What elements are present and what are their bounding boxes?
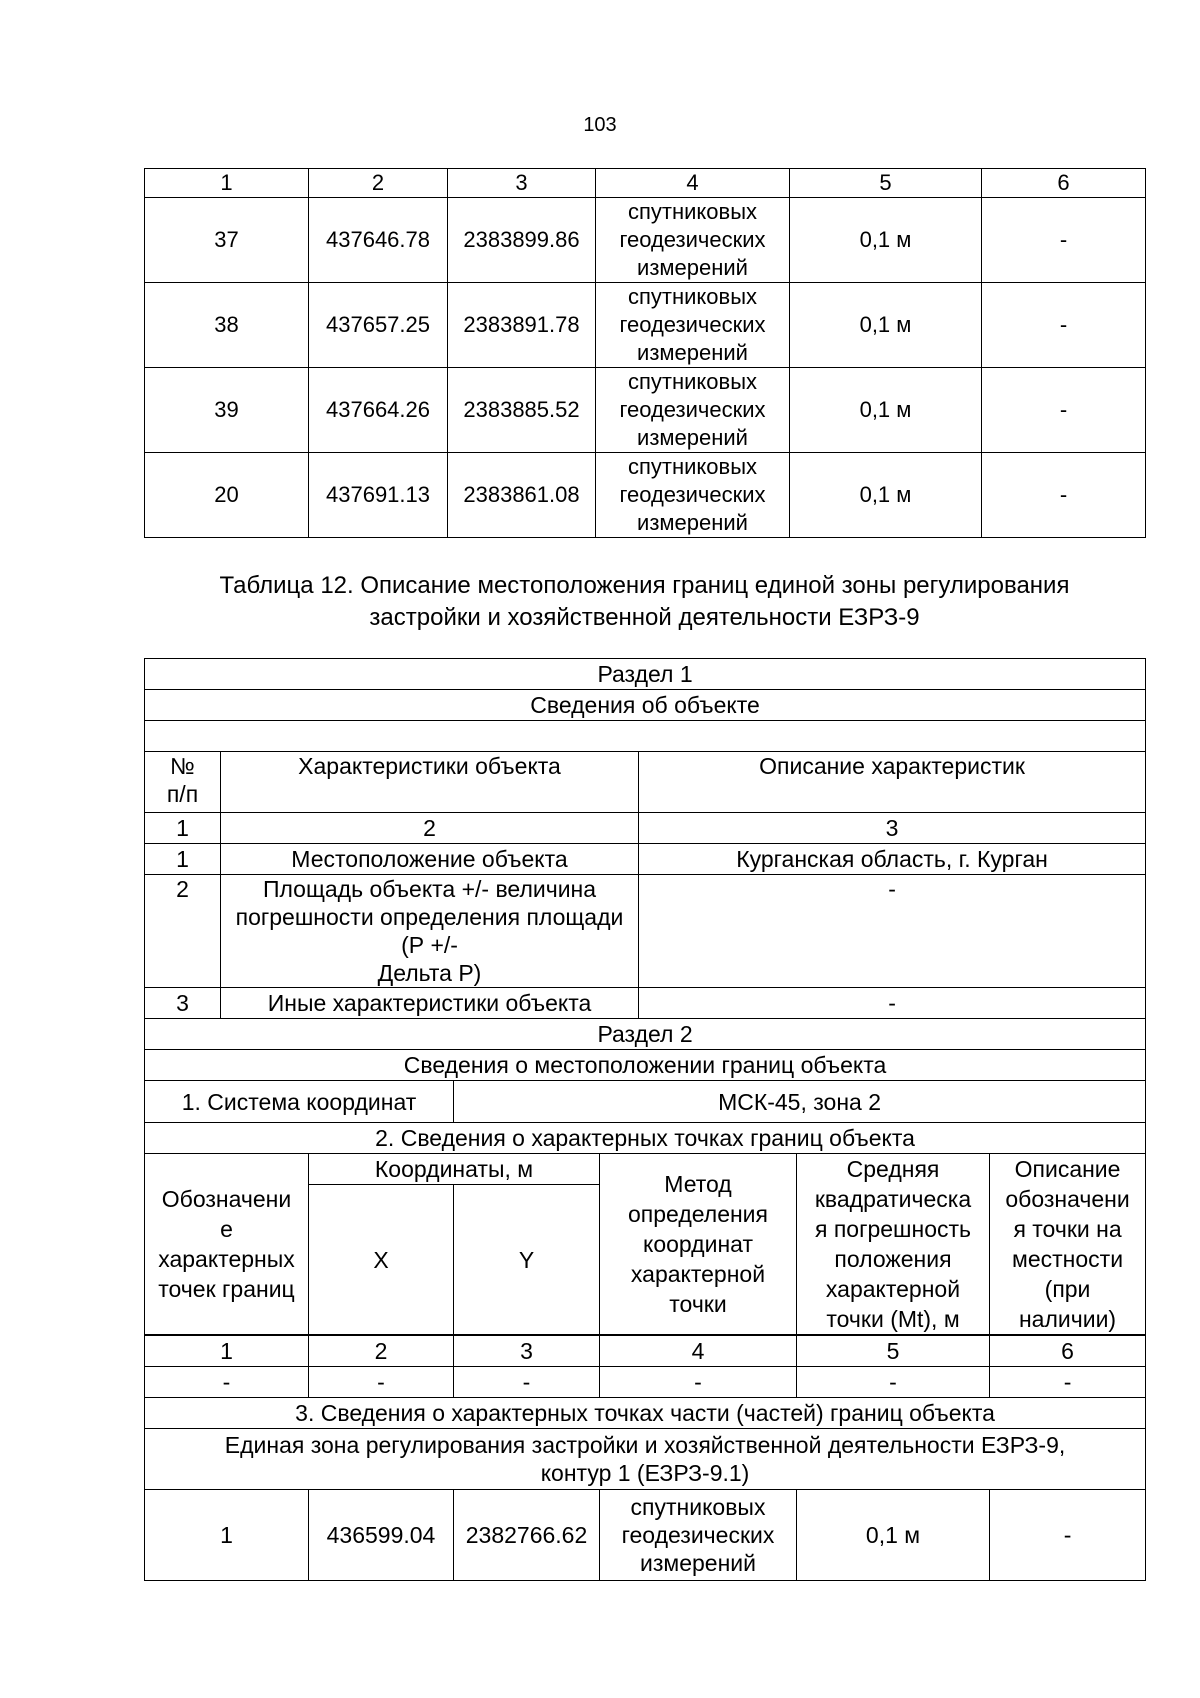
item-description: - — [639, 988, 1146, 1019]
column-index: 1 — [145, 1335, 309, 1367]
table-row — [145, 1367, 1146, 1398]
caption-line: Таблица 12. Описание местоположения границ единой зоны регулирования — [219, 572, 1070, 599]
characteristics-header: Характеристики объекта — [221, 752, 639, 813]
method-cell: спутниковых геодезических измерений — [596, 453, 790, 538]
item-number: 2 — [145, 875, 221, 988]
point-description-header: Описание обозначени я точки на местности (при наличии) — [990, 1154, 1146, 1336]
empty-value: - — [797, 1367, 990, 1398]
method-cell: спутниковых геодезических измерений — [596, 283, 790, 368]
coord-system-value: МСК-45, зона 2 — [454, 1081, 1146, 1123]
coord-x: 436599.04 — [309, 1490, 454, 1581]
coord-y: 2383899.86 — [448, 198, 596, 283]
error-header: Средняя квадратическа я погрешность положения характерной точки (Mt), м — [797, 1154, 990, 1336]
item-characteristic: Местоположение объекта — [221, 844, 639, 875]
method-cell: спутниковых геодезических измерений — [596, 368, 790, 453]
caption-line: застройки и хозяйственной деятельности ЕЗРЗ-9 — [369, 604, 920, 631]
subsection-title: 3. Сведения о характерных точках части (частей) границ объекта — [145, 1398, 1146, 1429]
table-header-row — [145, 169, 1146, 198]
y-header: Y — [454, 1185, 600, 1335]
coord-x: 437664.26 — [309, 368, 448, 453]
table-row — [145, 283, 1146, 368]
page-number: 103 — [583, 114, 617, 136]
empty-value: - — [309, 1367, 454, 1398]
empty-value: - — [454, 1367, 600, 1398]
coord-y: 2382766.62 — [454, 1490, 600, 1581]
column-index: 2 — [221, 813, 639, 844]
point-description: - — [982, 453, 1146, 538]
coordinates-header: Координаты, м — [309, 1154, 600, 1185]
point-number: 1 — [145, 1490, 309, 1581]
coord-x: 437657.25 — [309, 283, 448, 368]
coord-system-label: 1. Система координат — [145, 1081, 454, 1123]
column-number-header: № п/п — [145, 752, 221, 813]
subsection-title: Сведения об объекте — [145, 690, 1146, 721]
subsection-title: Сведения о местоположении границ объекта — [145, 1050, 1146, 1081]
zone-title: Единая зона регулирования застройки и хозяйственной деятельности ЕЗРЗ-9, контур 1 (ЕЗРЗ-9.1) — [145, 1429, 1146, 1490]
column-number: 4 — [596, 169, 790, 198]
column-number: 5 — [790, 169, 982, 198]
empty-value: - — [145, 1367, 309, 1398]
coord-y: 2383861.08 — [448, 453, 596, 538]
x-header: X — [309, 1185, 454, 1335]
item-description: Курганская область, г. Курган — [639, 844, 1146, 875]
coord-y: 2383885.52 — [448, 368, 596, 453]
error-value: 0,1 м — [790, 453, 982, 538]
coordinates-table-continued — [144, 168, 1146, 538]
table-row — [145, 368, 1146, 453]
coord-x: 437691.13 — [309, 453, 448, 538]
column-index: 3 — [454, 1335, 600, 1367]
description-header: Описание характеристик — [639, 752, 1146, 813]
point-number: 37 — [145, 198, 309, 283]
table-row — [145, 1490, 1146, 1581]
point-number: 39 — [145, 368, 309, 453]
item-number: 1 — [145, 844, 221, 875]
error-value: 0,1 м — [790, 283, 982, 368]
item-characteristic: Площадь объекта +/- величина погрешности определения площади (Р +/- Дельта Р) — [221, 875, 639, 988]
empty-value: - — [600, 1367, 797, 1398]
zone-description-table — [144, 658, 1146, 1581]
column-index: 4 — [600, 1335, 797, 1367]
table-row — [145, 198, 1146, 283]
empty-value: - — [990, 1367, 1146, 1398]
table-caption — [144, 570, 1145, 634]
item-description: - — [639, 875, 1146, 988]
coord-y: 2383891.78 — [448, 283, 596, 368]
error-value: 0,1 м — [790, 368, 982, 453]
error-value: 0,1 м — [790, 198, 982, 283]
point-description: - — [990, 1490, 1146, 1581]
column-number: 3 — [448, 169, 596, 198]
table-row — [145, 988, 1146, 1019]
item-number: 3 — [145, 988, 221, 1019]
point-description: - — [982, 283, 1146, 368]
point-number: 20 — [145, 453, 309, 538]
error-value: 0,1 м — [797, 1490, 990, 1581]
column-number: 6 — [982, 169, 1146, 198]
column-index: 2 — [309, 1335, 454, 1367]
item-characteristic: Иные характеристики объекта — [221, 988, 639, 1019]
table-row — [145, 453, 1146, 538]
point-number: 38 — [145, 283, 309, 368]
point-description: - — [982, 198, 1146, 283]
method-cell: спутниковых геодезических измерений — [600, 1490, 797, 1581]
column-index: 5 — [797, 1335, 990, 1367]
column-index: 3 — [639, 813, 1146, 844]
table-row — [145, 844, 1146, 875]
column-index: 6 — [990, 1335, 1146, 1367]
column-number: 1 — [145, 169, 309, 198]
coord-x: 437646.78 — [309, 198, 448, 283]
column-index: 1 — [145, 813, 221, 844]
section-title: Раздел 1 — [145, 659, 1146, 690]
section-title: Раздел 2 — [145, 1019, 1146, 1050]
designation-header: Обозначени е характерных точек границ — [145, 1154, 309, 1336]
empty-row — [145, 721, 1146, 752]
column-number: 2 — [309, 169, 448, 198]
point-description: - — [982, 368, 1146, 453]
subsection-title: 2. Сведения о характерных точках границ объекта — [145, 1123, 1146, 1154]
method-header: Метод определения координат характерной точки — [600, 1154, 797, 1336]
table-row — [145, 875, 1146, 988]
method-cell: спутниковых геодезических измерений — [596, 198, 790, 283]
